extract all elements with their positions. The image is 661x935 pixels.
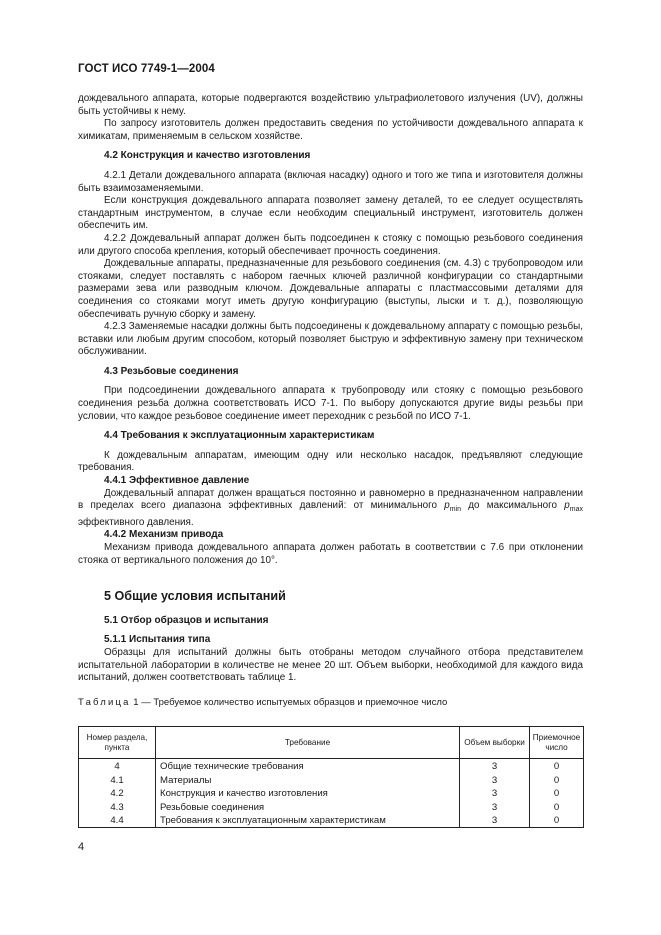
cell-section: 4.2 (79, 787, 156, 800)
cell-section: 4.1 (79, 774, 156, 787)
paragraph-text: Дождевальный аппарат должен вращаться постоянно и равномерно в предназначенном направлении в пределах всего диапазона эффективных давлений: от минимального (78, 487, 583, 512)
cell-sample-size: 3 (460, 774, 530, 787)
paragraph: К дождевальным аппаратам, имеющим одну или несколько насадок, предъявляют следующие требования. (78, 449, 583, 474)
p-max-symbol: $p_{max}$ (564, 500, 583, 514)
section-heading-5-1: 5.1 Отбор образцов и испытания (104, 614, 269, 626)
section-heading-5-1-1: 5.1.1 Испытания типа (104, 634, 211, 646)
section-heading-4-4: 4.4 Требования к эксплуатационным характеристикам (104, 430, 375, 442)
requirements-table (78, 726, 584, 828)
section-heading-4-4-2: 4.4.2 Механизм привода (104, 529, 224, 541)
header-requirement: Требование (156, 727, 460, 759)
section-heading-5: 5 Общие условия испытаний (104, 589, 286, 604)
page-number: 4 (78, 841, 85, 853)
paragraph: 4.2.1 Детали дождевального аппарата (включая насадку) одного и того же типа и изготовителя должны быть взаимозаменяемыми. (78, 169, 583, 194)
cell-sample-size: 3 (460, 759, 530, 774)
paragraph-effective-pressure (78, 488, 583, 530)
cell-requirement: Материалы (156, 774, 460, 787)
table-row (79, 801, 584, 814)
section-heading-4-2: 4.2 Конструкция и качество изготовления (104, 150, 311, 162)
section-heading-4-4-1: 4.4.1 Эффективное давление (104, 475, 250, 487)
cell-acceptance: 0 (530, 814, 584, 828)
cell-section: 4.3 (79, 801, 156, 814)
cell-requirement: Общие технические требования (156, 759, 460, 774)
section-heading-4-3: 4.3 Резьбовые соединения (104, 365, 239, 377)
table-caption-label: Таблица (78, 696, 131, 708)
cell-acceptance: 0 (530, 774, 584, 787)
paragraph: дождевального аппарата, которые подвергаются воздействию ультрафиолетового излучения (UV), должны быть устойчивы к нему. (78, 93, 583, 117)
table-row (79, 787, 584, 800)
header-sample-size: Объем выборки (460, 727, 530, 759)
p-min-symbol: $p_{min}$ (444, 500, 461, 514)
cell-section: 4.4 (79, 814, 156, 828)
cell-section: 4 (79, 759, 156, 774)
paragraph-text: до максимального (468, 500, 557, 512)
paragraph: 4.2.3 Заменяемые насадки должны быть подсоединены к дождевальному аппарату с помощью резьбы, вставки или любым другим способом, который позволяет быструю и эффективную замену при техническом обслуживании. (78, 321, 583, 358)
paragraph: По запросу изготовитель должен предоставить сведения по устойчивости дождевального аппарата к химикатам, применяемым в сельском хозяйстве. (78, 118, 583, 142)
header-section-number: Номер раздела, пункта (79, 727, 156, 759)
cell-acceptance: 0 (530, 759, 584, 774)
paragraph: Дождевальные аппараты, предназначенные для резьбового соединения (см. 4.3) с трубопроводом или стояками, следует поставлять с набором гаечных ключей различной конфигурации со стандартными размерами зева или разводным ключом. Дождевальные аппараты с пластмассовыми деталями для соединения со стояками могут иметь другую конфигурацию (выступы, лыски и т. д.), позволяющую обеспечивать ручную сборку и замену. (78, 258, 583, 320)
cell-sample-size: 3 (460, 801, 530, 814)
table-caption-text: 1 — Требуемое количество испытуемых образцов и приемочное число (133, 696, 448, 708)
cell-requirement: Резьбовые соединения (156, 801, 460, 814)
cell-sample-size: 3 (460, 814, 530, 828)
document-body (78, 93, 583, 828)
table-header-row (79, 727, 584, 759)
cell-requirement: Конструкция и качество изготовления (156, 787, 460, 800)
table-row (79, 759, 584, 774)
paragraph: При подсоединении дождевального аппарата к трубопроводу или стояку с помощью резьбового соединения резьба должна соответствовать ИСО 7-1. По выбору допускаются другие виды резьбы при условии, что каждое резьбовое соединение имеет переходник с резьбой по ИСО 7-1. (78, 385, 583, 422)
paragraph: Если конструкция дождевального аппарата позволяет замену деталей, то ее следует осуществлять стандартным инструментом, в случае если необходим специальный инструмент, изготовитель должен обеспечить им. (78, 195, 583, 232)
cell-sample-size: 3 (460, 787, 530, 800)
paragraph-text: эффективного давления. (78, 516, 194, 528)
cell-acceptance: 0 (530, 801, 584, 814)
paragraph: Механизм привода дождевального аппарата должен работать в соответствии с 7.6 при отклонении стояка от вертикального положения до 10°. (78, 541, 583, 566)
cell-requirement: Требования к эксплуатационным характеристикам (156, 814, 460, 828)
table-row (79, 814, 584, 828)
paragraph: Образцы для испытаний должны быть отобраны методом случайного отбора представителем испытательной лаборатории в количестве не менее 20 шт. Объем выборки, необходимой для каждого вида испытаний, должен соответствовать таблице 1. (78, 646, 583, 684)
table-caption (78, 697, 583, 710)
document-header: ГОСТ ИСО 7749-1—2004 (78, 63, 215, 75)
table-row (79, 774, 584, 787)
paragraph: 4.2.2 Дождевальный аппарат должен быть подсоединен к стояку с помощью резьбового соединения или другого способа крепления, который обеспечивает прочность соединения. (78, 232, 583, 257)
cell-acceptance: 0 (530, 787, 584, 800)
header-acceptance-number: Приемочное число (530, 727, 584, 759)
